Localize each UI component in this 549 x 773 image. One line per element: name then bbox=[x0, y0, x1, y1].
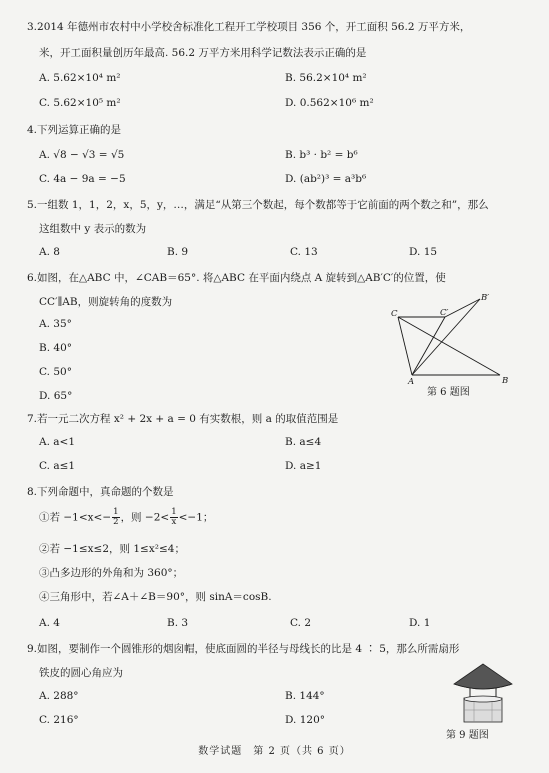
q6-option-b: B. 40° bbox=[39, 342, 73, 354]
q3-option-b: B. 56.2×10⁴ m² bbox=[285, 72, 367, 84]
q4-option-a: A. √8 − √3 = √5 bbox=[39, 149, 125, 161]
q9-option-b: B. 144° bbox=[285, 690, 325, 702]
q8-statement-4: ④三角形中，若∠A＋∠B＝90°，则 sinA＝cosB. bbox=[39, 591, 272, 603]
q7-option-c: C. a≤1 bbox=[39, 460, 76, 472]
q8-s1-mid: ，则 −2< bbox=[120, 511, 170, 524]
q7-option-d: D. a≥1 bbox=[285, 460, 322, 472]
q6-triangle-figure bbox=[388, 290, 518, 384]
q4-option-d: D. (ab²)³ = a³b⁶ bbox=[285, 173, 367, 185]
q3-stem-line1: 3.2014 年德州市农村中小学校舍标准化工程开工学校项目 356 个，开工面积 56.2 万平方米， bbox=[27, 21, 471, 33]
q8-s1-frac2-numerator: 1 bbox=[171, 507, 177, 517]
q9-option-a: A. 288° bbox=[39, 690, 79, 702]
q6-stem-line1: 6.如图，在△ABC 中，∠CAB＝65°. 将△ABC 在平面内绕点 A 旋转到△AB′C′的位置，使 bbox=[27, 272, 446, 284]
q6-label-a: A bbox=[408, 377, 415, 384]
q8-statement-1 bbox=[39, 508, 213, 527]
q5-stem-line2: 这组数中 y 表示的数为 bbox=[39, 223, 147, 235]
q4-option-b: B. b³ · b² = b⁶ bbox=[285, 149, 358, 161]
q8-statement-3: ③凸多边形的外角和为 360°； bbox=[39, 567, 184, 579]
q6-figure-caption: 第 6 题图 bbox=[427, 387, 470, 398]
q8-option-c: C. 2 bbox=[290, 617, 312, 629]
q3-option-d: D. 0.562×10⁶ m² bbox=[285, 97, 374, 109]
q4-stem: 4.下列运算正确的是 bbox=[27, 124, 122, 136]
q6-label-b-prime: B′ bbox=[481, 293, 490, 303]
q3-option-a: A. 5.62×10⁴ m² bbox=[39, 72, 121, 84]
q7-stem: 7.若一元二次方程 x² + 2x + a = 0 有实数根，则 a 的取值范围是 bbox=[27, 413, 339, 425]
q8-s1-pre: ①若 −1<x<− bbox=[39, 511, 112, 524]
page-footer: 数学试题 第 2 页（共 6 页） bbox=[198, 746, 351, 757]
q8-statement-2: ②若 −1≤x≤2，则 1≤x²≤4； bbox=[39, 543, 185, 555]
q6-label-b: B bbox=[502, 376, 509, 384]
q4-option-c: C. 4a − 9a = −5 bbox=[39, 173, 126, 185]
q9-figure-caption: 第 9 题图 bbox=[446, 730, 489, 741]
q8-s1-fraction-reciprocal bbox=[170, 508, 177, 527]
q8-option-b: B. 3 bbox=[167, 617, 189, 629]
q8-s1-post: <−1； bbox=[178, 511, 214, 524]
q9-stem-line2: 铁皮的圆心角应为 bbox=[39, 667, 123, 679]
q6-option-c: C. 50° bbox=[39, 366, 72, 378]
q7-option-a: A. a<1 bbox=[39, 436, 75, 448]
q5-option-d: D. 15 bbox=[409, 246, 438, 258]
q3-stem-line2: 米，开工面积量创历年最高. 56.2 万平方米用科学记数法表示正确的是 bbox=[39, 47, 367, 59]
q5-option-a: A. 8 bbox=[39, 246, 60, 258]
q6-option-d: D. 65° bbox=[39, 390, 73, 402]
q9-option-c: C. 216° bbox=[39, 714, 79, 726]
q5-option-c: C. 13 bbox=[290, 246, 318, 258]
q7-option-b: B. a≤4 bbox=[285, 436, 322, 448]
q8-s1-frac1-denominator: 2 bbox=[113, 516, 119, 527]
q9-stem-line1: 9.如图，要制作一个圆锥形的烟囱帽，使底面圆的半径与母线长的比是 4 ∶ 5，那么所需扇形 bbox=[27, 643, 460, 655]
q8-option-a: A. 4 bbox=[39, 617, 60, 629]
q5-option-b: B. 9 bbox=[167, 246, 189, 258]
q8-s1-frac2-denominator: x bbox=[171, 516, 177, 527]
q9-chimney-cap-figure bbox=[448, 660, 518, 726]
q5-stem-line1: 5.一组数 1，1，2，x，5，y，…，满足“从第三个数起，每个数都等于它前面的两个数之和”，那么 bbox=[27, 199, 489, 211]
q6-label-c: C bbox=[391, 309, 398, 319]
q3-option-c: C. 5.62×10⁵ m² bbox=[39, 97, 121, 109]
q9-option-d: D. 120° bbox=[285, 714, 326, 726]
q8-s1-fraction-half bbox=[112, 508, 119, 527]
q8-option-d: D. 1 bbox=[409, 617, 431, 629]
q8-stem: 8.下列命题中，真命题的个数是 bbox=[27, 486, 174, 498]
q6-label-c-prime: C′ bbox=[440, 308, 449, 318]
q6-option-a: A. 35° bbox=[39, 318, 72, 330]
q6-stem-line2: CC′∥AB，则旋转角的度数为 bbox=[39, 296, 173, 308]
q8-s1-frac1-numerator: 1 bbox=[113, 507, 119, 517]
